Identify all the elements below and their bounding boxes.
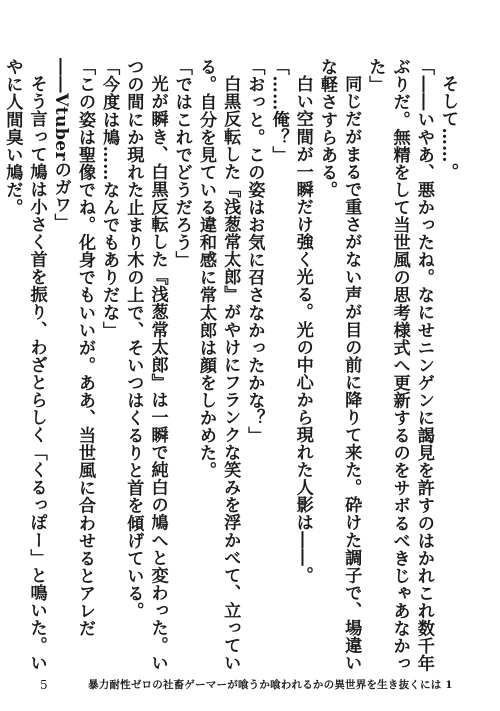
- paragraph: 「――いやあ、悪かったね。なにせニンゲンに謁見を許すのはかれこれ数千年ぶりだ。無精をして当世風の思考様式へ更新するのをサボるべきじゃあなかった」: [365, 58, 434, 673]
- page-number: 5: [40, 678, 48, 692]
- paragraph: 同じだがまるで重さがない声が目の前に降りて来た。砕けた調子で、場違いな軽さすらある。: [316, 58, 362, 672]
- paragraph: 白い空間が一瞬だけ強く光る。光の中心から現れた人影は――。: [292, 75, 313, 584]
- page-footer: [32, 676, 468, 694]
- paragraph: 「おっと。この姿はお気に召さなかったかな？」: [244, 58, 265, 444]
- paragraph: 「……俺？」: [268, 58, 289, 164]
- vertical-text-body: [2, 58, 460, 674]
- paragraph: そう言って鳩は小さく首を振り、わざとらしく「くるっぽー」と鳴いた。いやに人間臭い鳩だ。: [2, 58, 47, 672]
- paragraph: 白黒反転した『浅葱常太郎』がやけにフランクな笑みを浮かべて、立っている。自分を見ている違和感に常太郎は顔をしかめた。: [195, 58, 241, 672]
- paragraph: 光が瞬き、白黒反転した『浅葱常太郎』は一瞬で純白の鳩へと変わった。いつの間にか現れた止まり木の上で、そいつはくるりと首を傾げている。: [123, 58, 168, 672]
- paragraph: 「この姿は聖像でね。化身でもいいが。ああ、当世風に合わせるとアレだ――Vtuberのガワ」: [50, 58, 95, 637]
- paragraph: 「今度は鳩……なんでもありだな」: [99, 58, 120, 339]
- paragraph: そして……。: [438, 75, 458, 181]
- paragraph: 「ではこれでどうだろう」: [171, 58, 192, 269]
- running-title: 暴力耐性ゼロの社畜ゲーマーが喰うか喰われるかの異世界を生き抜くには 1: [88, 679, 453, 691]
